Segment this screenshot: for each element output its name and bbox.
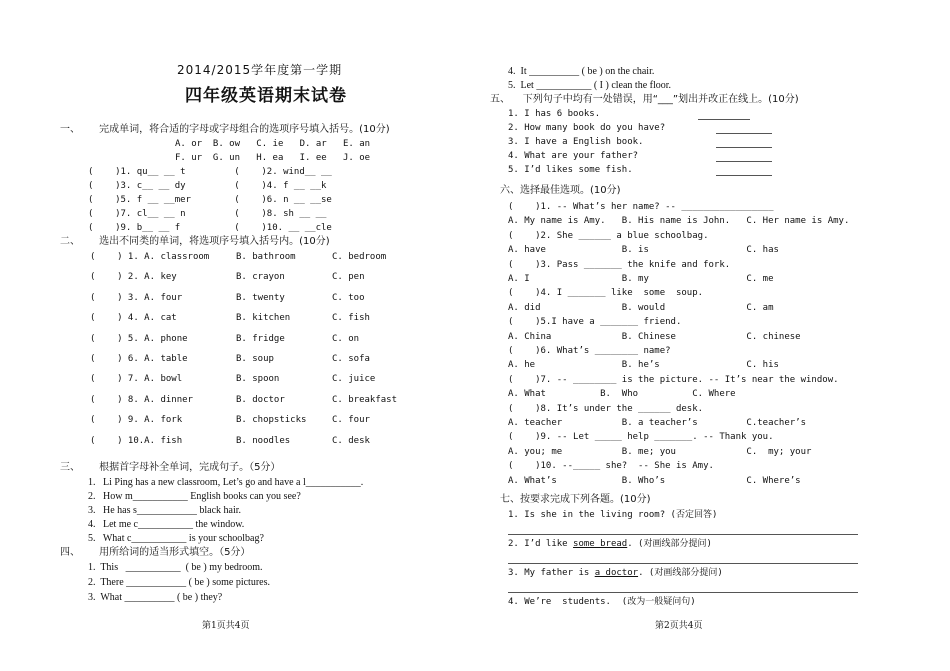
- section-4-item: 4. It __________ ( be ) on the chair.: [508, 66, 655, 77]
- term-title: 2014/2015学年度第一学期: [177, 63, 343, 77]
- section-5-item: 1. I has 6 books.: [508, 109, 601, 119]
- section-6-question: ( )7. -- ________ is the picture. -- It’s near the window.: [508, 374, 839, 385]
- section-2-cell: ( ) 1. A. classroom: [90, 252, 210, 262]
- section-3-item: 1. Li Ping has a new classroom, Let’s go and have a l___________.: [88, 477, 364, 488]
- section-2-cell: C. breakfast: [332, 394, 398, 405]
- answer-line[interactable]: [716, 133, 772, 134]
- section-2-cell: B. twenty: [236, 292, 285, 303]
- page-footer-right: 第2页共4页: [655, 621, 703, 631]
- section-2-cell: C. pen: [332, 272, 365, 283]
- section-2-cell: C. on: [332, 333, 360, 344]
- section-1-options-row-1: A. or B. ow C. ie D. ar E. an: [175, 139, 371, 149]
- answer-line[interactable]: [698, 119, 750, 120]
- section-2-cell: B. crayon: [236, 272, 285, 283]
- section-4-item: 1. This ___________ ( be ) my bedroom.: [88, 562, 263, 573]
- section-2-cell: B. noodles: [236, 435, 291, 446]
- section-7-heading: 七、按要求完成下列各题。(10分): [500, 494, 651, 505]
- section-1-item-row: ( )9. b__ __ f ( )10. __ __cle: [88, 223, 332, 233]
- section-2-cell: ( ) 5. A. phone: [90, 333, 188, 344]
- section-2-cell: C. too: [332, 292, 365, 303]
- section-5-item: 3. I have a English book.: [508, 137, 644, 147]
- section-2-cell: ( ) 7. A. bowl: [90, 374, 183, 385]
- section-2-cell: B. spoon: [236, 374, 280, 385]
- section-6-question: ( )8. It’s under the ______ desk.: [508, 403, 704, 414]
- section-6-options: A. he B. he’s C. his: [508, 360, 779, 371]
- section-4-heading: 四、 用所给词的适当形式填空。（5分）: [60, 547, 251, 558]
- answer-line[interactable]: [508, 592, 858, 593]
- section-2-cell: C. desk: [332, 435, 370, 446]
- section-2-cell: B. chopsticks: [236, 415, 307, 426]
- section-3-item: 3. He has s____________ black hair.: [88, 505, 242, 516]
- section-2-cell: ( ) 4. A. cat: [90, 313, 177, 324]
- section-6-options: A. have B. is C. has: [508, 245, 779, 256]
- section-7-question: 3. My father is a doctor. (对画线部分提问): [508, 568, 723, 578]
- section-6-options: A. teacher B. a teacher’s C.teacher’s: [508, 418, 807, 428]
- section-7-question: 2. I’d like some bread. (对画线部分提问): [508, 539, 712, 549]
- section-6-options: A. you; me B. me; you C. my; your: [508, 446, 812, 457]
- page-footer-left: 第1页共4页: [202, 621, 250, 631]
- section-6-options: A. did B. would C. am: [508, 302, 774, 313]
- section-1-options-row-2: F. ur G. un H. ea I. ee J. oe: [175, 153, 371, 163]
- section-2-cell: ( ) 6. A. table: [90, 354, 188, 364]
- section-2-cell: ( ) 3. A. four: [90, 292, 183, 303]
- underlined-phrase: a doctor: [594, 568, 639, 578]
- section-6-options: A. My name is Amy. B. His name is John. C. Her name is Amy.: [508, 216, 850, 227]
- answer-line[interactable]: [508, 534, 858, 535]
- section-7-question: 1. Is she in the living room? (否定回答): [508, 510, 718, 520]
- section-6-question: ( )3. Pass _______ the knife and fork.: [508, 259, 731, 270]
- section-6-question: ( )4. I _______ like some soup.: [508, 288, 704, 299]
- section-2-cell: ( ) 8. A. dinner: [90, 394, 193, 405]
- section-2-cell: B. doctor: [236, 394, 285, 405]
- section-3-item: 5. What c___________ is your schoolbag?: [88, 533, 264, 544]
- section-6-options: A. What B. Who C. Where: [508, 389, 736, 400]
- section-1-heading: 一、 完成单词，将合适的字母或字母组合的选项序号填入括号。(10分): [60, 124, 390, 135]
- section-6-question: ( )1. -- What’s her name? -- _________________: [508, 202, 774, 212]
- exam-title: 四年级英语期末试卷: [185, 86, 347, 106]
- section-2-cell: B. fridge: [236, 333, 285, 344]
- section-2-cell: C. fish: [332, 313, 370, 324]
- section-2-cell: C. sofa: [332, 354, 370, 364]
- answer-line[interactable]: [716, 147, 772, 148]
- section-6-heading: 六、选择最佳选项。(10分): [500, 185, 621, 196]
- answer-line[interactable]: [716, 161, 772, 162]
- section-6-question: ( )9. -- Let _____ help _______. -- Thank you.: [508, 432, 774, 443]
- section-3-heading: 三、 根据首字母补全单词，完成句子。（5分）: [60, 462, 281, 473]
- section-1-item-row: ( )1. qu__ __ t ( )2. wind__ __: [88, 167, 332, 177]
- answer-line[interactable]: [508, 563, 858, 564]
- section-2-heading: 二、 选出不同类的单词，将选项序号填入括号内。(10分): [60, 236, 330, 247]
- section-6-question: ( )10. --_____ she? -- She is Amy.: [508, 461, 714, 472]
- section-2-cell: C. bedroom: [332, 252, 387, 262]
- section-6-options: A. China B. Chinese C. chinese: [508, 331, 801, 342]
- section-5-heading: 五、 下列句子中均有一处错误，用“___”划出并改正在线上。(10分): [490, 94, 799, 105]
- answer-line[interactable]: [716, 175, 772, 176]
- section-2-cell: B. soup: [236, 354, 274, 364]
- section-5-item: 5. I’d likes some fish.: [508, 165, 633, 175]
- section-2-cell: C. juice: [332, 374, 376, 385]
- section-6-question: ( )2. She ______ a blue schoolbag.: [508, 230, 709, 241]
- section-5-item: 4. What are your father?: [508, 151, 639, 161]
- section-3-item: 4. Let me c___________ the window.: [88, 519, 245, 530]
- section-6-options: A. I B. my C. me: [508, 274, 774, 284]
- section-1-item-row: ( )7. cl__ __ n ( )8. sh __ __: [88, 209, 327, 219]
- section-2-cell: ( ) 10.A. fish: [90, 435, 183, 446]
- section-6-options: A. What’s B. Who’s C. Where’s: [508, 475, 801, 486]
- section-3-item: 2. How m___________ English books can you see?: [88, 491, 301, 502]
- section-6-question: ( )6. What’s ________ name?: [508, 346, 671, 356]
- section-1-item-row: ( )5. f __ __mer ( )6. n __ __se: [88, 195, 332, 205]
- section-2-cell: ( ) 9. A. fork: [90, 415, 183, 426]
- section-5-item: 2. How many book do you have?: [508, 123, 666, 133]
- section-6-question: ( )5.I have a _______ friend.: [508, 317, 682, 328]
- section-2-cell: ( ) 2. A. key: [90, 272, 177, 283]
- underlined-phrase: some bread: [573, 539, 628, 549]
- section-1-item-row: ( )3. c__ __ dy ( )4. f __ __k: [88, 181, 327, 191]
- section-2-cell: B. kitchen: [236, 313, 291, 324]
- section-2-cell: C. four: [332, 415, 370, 426]
- section-4-item: 2. There ____________ ( be ) some pictures.: [88, 577, 270, 588]
- section-4-item: 3. What __________ ( be ) they?: [88, 592, 223, 603]
- section-2-cell: B. bathroom: [236, 252, 296, 262]
- section-7-question: 4. We’re students. (改为一般疑问句): [508, 597, 696, 607]
- section-4-item: 5. Let ___________ ( I ) clean the floor.: [508, 80, 672, 91]
